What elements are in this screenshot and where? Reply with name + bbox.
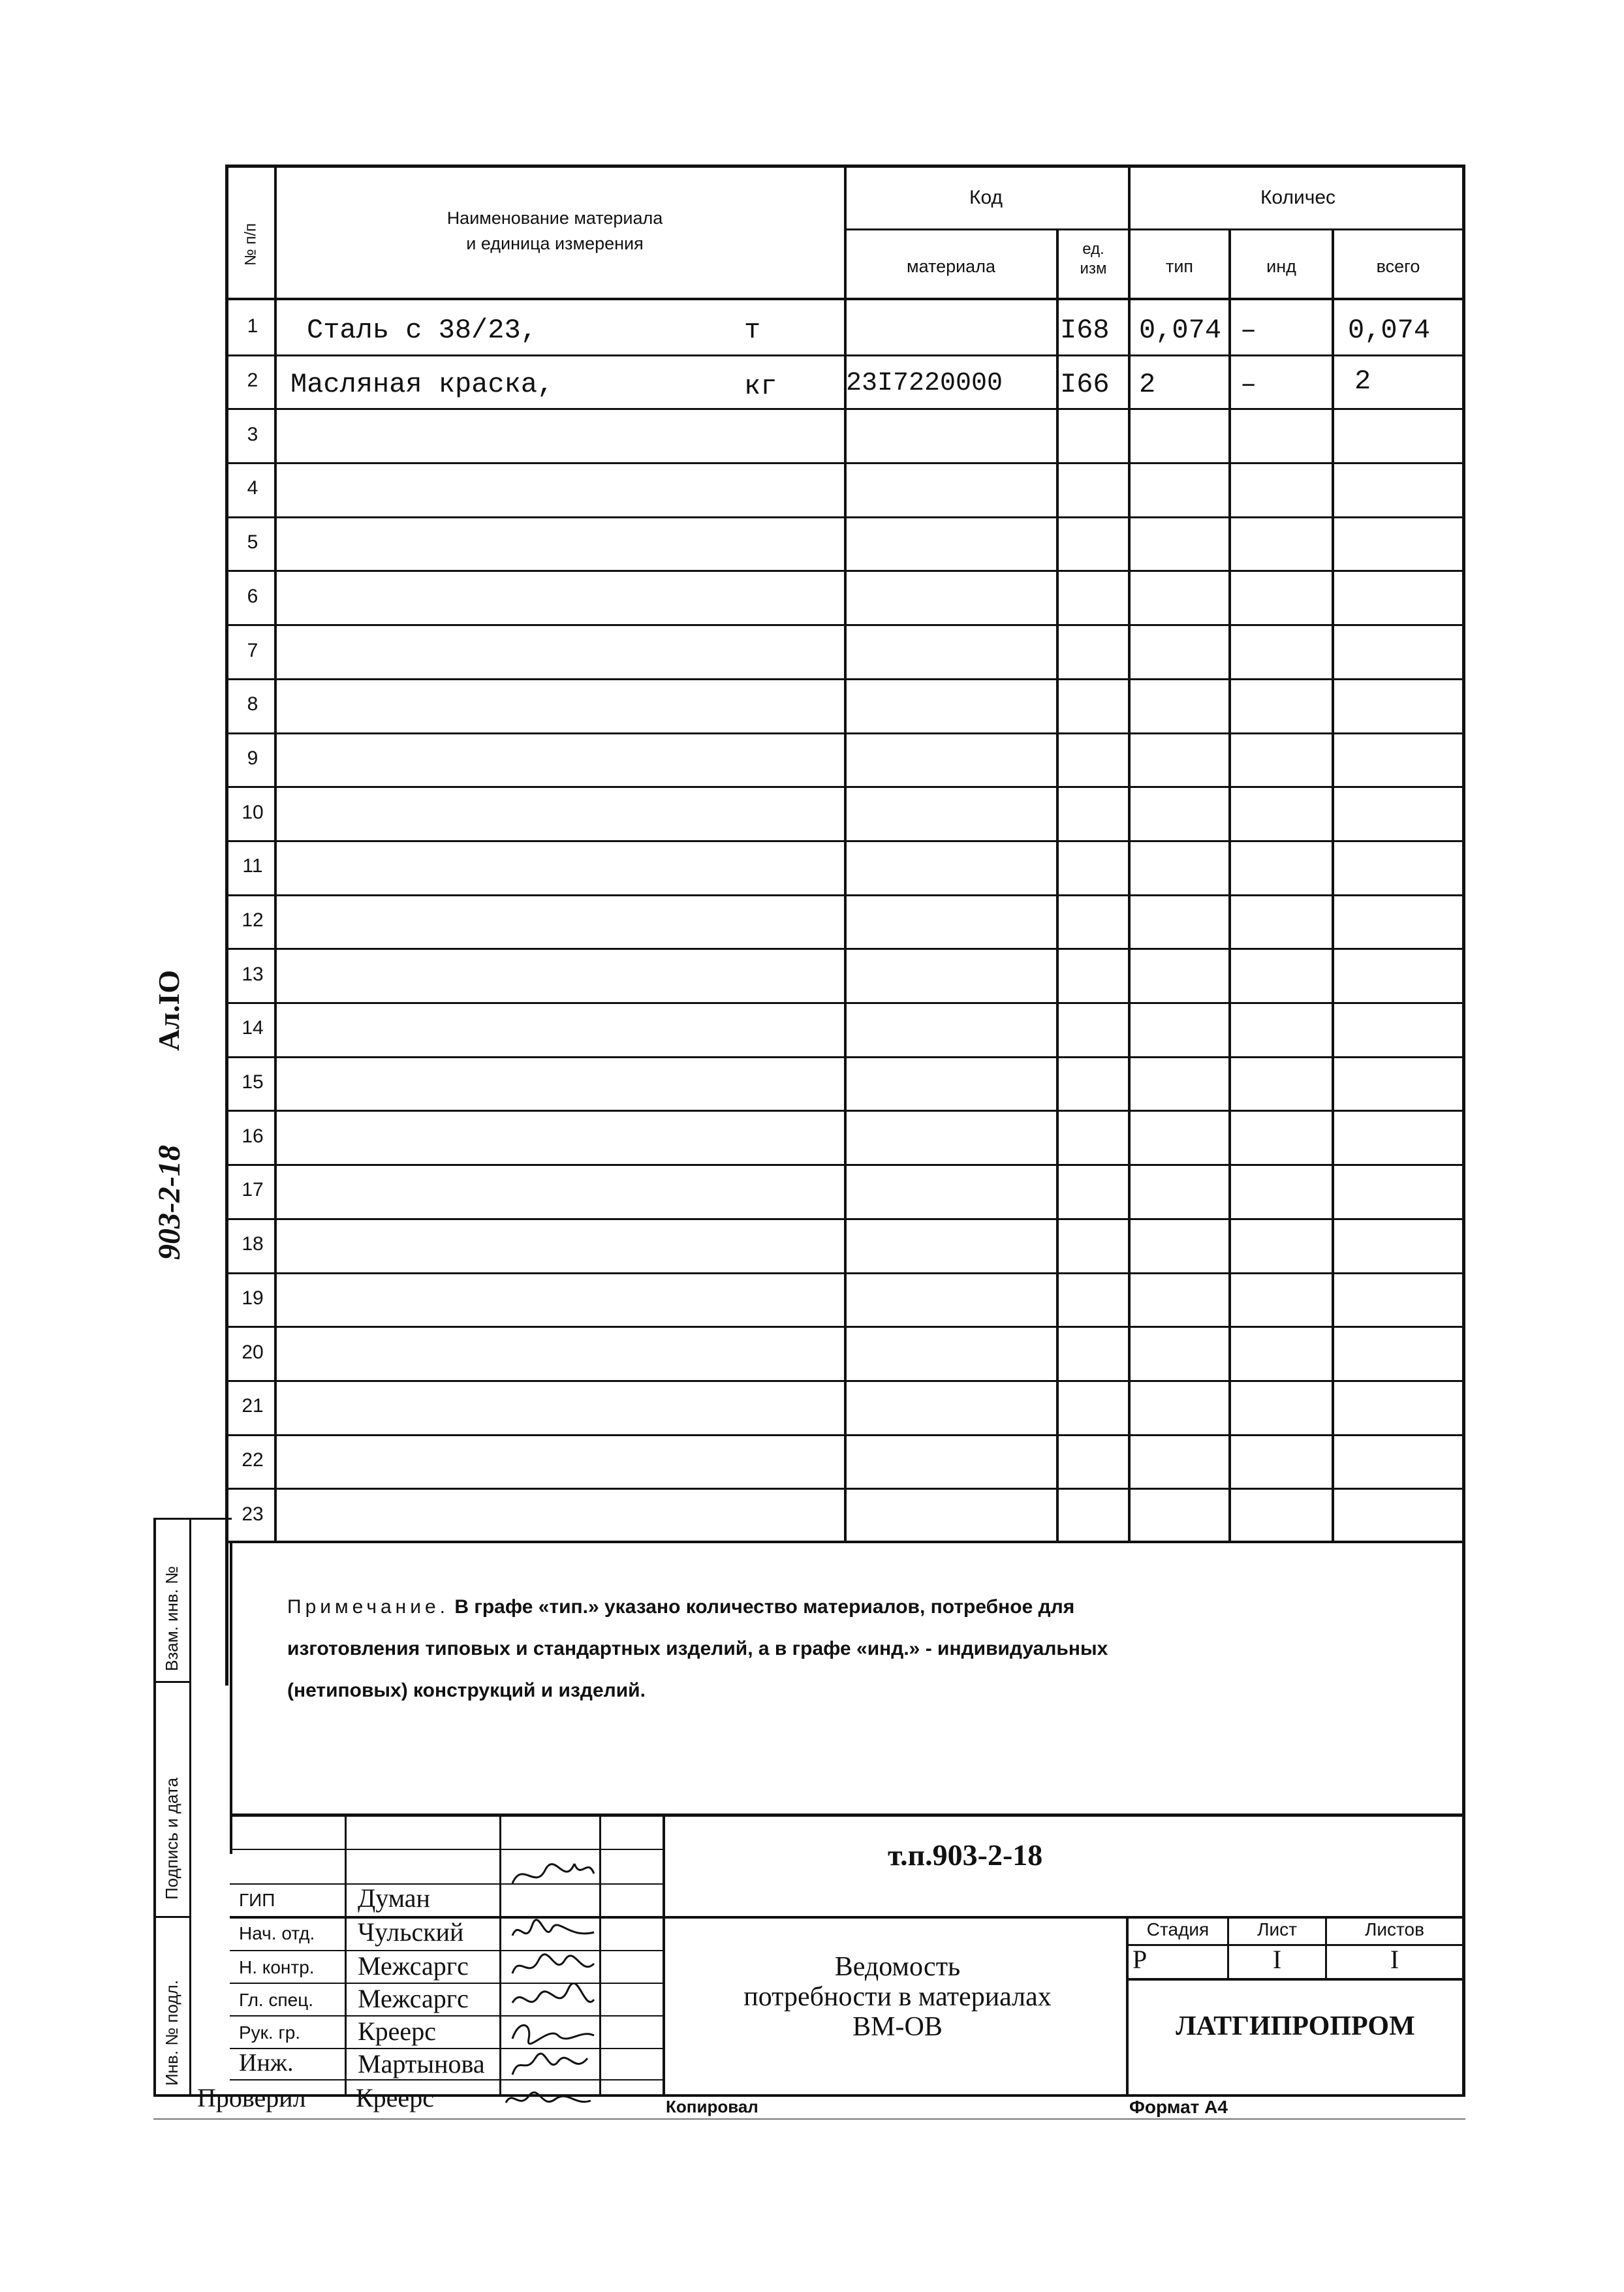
row-line [228,1218,1465,1220]
row-line [228,1434,1465,1436]
stamp-doc-number: т.п.903-2-18 [888,1838,1043,1872]
row-number: 19 [242,1287,264,1309]
name-ruk-gr: Креерс [358,2017,436,2046]
margin-inv: Инв. № подл. [162,1980,181,2086]
note [287,1586,1436,1712]
name-gip: Думан [358,1883,430,1913]
margin-vzam: Взам. инв. № [162,1565,181,1671]
row-number: 13 [242,964,264,985]
header-code-material: материала [907,257,995,276]
row-line [228,1164,1465,1166]
stamp-title-line1: Ведомость [834,1952,961,1982]
row-line [228,1380,1465,1382]
role-gip: ГИП [239,1890,275,1910]
row2-unit-name: кг [744,371,777,402]
row-line [228,408,1465,410]
row-number: 12 [242,909,264,931]
frame-right [1462,165,1465,2097]
col-line-unit [1128,165,1131,1542]
signature-nach-otd [509,1916,597,1949]
header-no: № п/п [242,223,260,266]
row-number: 2 [247,369,258,391]
row-number: 4 [247,477,258,499]
row-line [228,948,1465,950]
name-inzh: Мартынова [358,2049,485,2079]
col-line-type [1228,228,1231,1542]
row2-total: 2 [1354,366,1371,397]
row-number: 5 [247,531,258,553]
note-text3: (нетиповых) конструкций и изделий. [287,1680,646,1701]
row-number: 7 [247,640,258,661]
margin-sheet: Ал.IO [152,969,185,1051]
name-gl-spec: Межсаргс [358,1984,469,2013]
name-n-kontr: Межсаргс [358,1951,469,1981]
row1-ind: – [1240,315,1257,346]
signature-gip [509,1854,597,1893]
stamp-stage-label: Стадия [1146,1919,1210,1939]
stamp-sheets-value: I [1390,1945,1399,1974]
margin-sep-2 [153,1916,191,1918]
checked-role: Проверил [197,2083,306,2112]
signature-ruk-gr [509,2016,597,2049]
margin-strip-top [153,1518,232,1520]
row-line [228,462,1465,464]
header-code: Код [969,187,1003,208]
header-quantity: Количес [1260,187,1336,208]
row-line [228,516,1465,518]
row-number: 20 [242,1342,264,1363]
header-unit-line2: изм [1080,260,1107,277]
stamp-stage-value: Р [1132,1945,1148,1974]
header-bottom [228,298,1465,300]
margin-strip-inner [189,1518,191,2097]
header-qty-total: всего [1376,257,1420,276]
note-top [228,1541,1465,1543]
stamp-title [672,1952,1123,2042]
row-number: 8 [247,693,258,715]
stamp-sheets-label: Листов [1365,1919,1424,1939]
stamp-sheet-value: I [1272,1945,1282,1974]
footer-copied: Копировал [666,2097,758,2116]
row-line [228,786,1465,788]
row-line [228,894,1465,896]
row-number: 16 [242,1125,264,1147]
row-number: 14 [242,1017,264,1039]
col-line-ind [1332,228,1334,1542]
row1-type: 0,074 [1139,315,1222,346]
row-line [228,732,1465,734]
margin-podpis: Подпись и дата [162,1777,181,1900]
row-number: 10 [242,802,264,823]
note-text1: В графе «тип.» указано количество материалов, потребное для [454,1596,1075,1618]
footer-format: Формат А4 [1129,2097,1228,2117]
row-number: 15 [242,1071,264,1093]
row2-unit-code: I66 [1060,369,1110,400]
role-n-kontr: Н. контр. [239,1957,315,1977]
row-number: 17 [242,1179,264,1201]
row-line [228,1056,1465,1058]
header-qty-type: тип [1165,257,1194,276]
row1-name: Сталь с 38/23, [307,315,537,346]
stamp-col4 [663,1813,665,2094]
frame-left [225,165,228,1686]
name-nach-otd: Чульский [358,1917,464,1947]
header-qty-ind: инд [1266,257,1296,276]
row-line [228,1002,1465,1004]
signature-gl-spec [509,1983,597,2016]
note-line1 [287,1586,1436,1628]
stamp-top [230,1813,1465,1817]
margin-sep-1 [153,1681,191,1683]
note-text2: изготовления типовых и стандартных изделий, а в графе «инд.» - индивидуальных [287,1638,1108,1659]
row-line [228,354,1465,356]
col-line-code [1056,228,1059,1542]
row1-total: 0,074 [1348,315,1431,346]
row-number: 11 [242,855,263,877]
row-line [228,1110,1465,1112]
stamp-sheet-label: Лист [1257,1919,1297,1939]
role-inzh: Инж. [239,2049,294,2077]
row-line [228,1488,1465,1490]
header-name-line1: Наименование материала [446,208,663,228]
row-line [228,840,1465,842]
stamp-title-line2: потребности в материалах [743,1982,1052,2012]
row-number: 21 [242,1395,264,1417]
stamp-title-line3: ВМ-ОВ [852,2012,943,2042]
stamp-right-split [1126,1916,1129,2094]
role-ruk-gr: Рук. гр. [239,2022,301,2043]
row1-unit-code: I68 [1060,315,1110,346]
row-line [228,624,1465,626]
frame-bottom [153,2094,1465,2097]
role-nach-otd: Нач. отд. [239,1923,315,1943]
note-lead: Примечание. [287,1596,449,1618]
row-number: 9 [247,747,258,769]
row-line [228,570,1465,572]
stamp-stage-bottom [1126,1978,1465,1981]
margin-doc-code: 903-2-18 [152,1145,187,1260]
signature-inzh [509,2049,597,2081]
row2-type: 2 [1139,369,1156,400]
row-number: 6 [247,586,258,607]
row-number: 23 [242,1503,264,1525]
stamp-col3 [599,1813,601,2094]
checked-name: Креерс [356,2083,434,2112]
role-gl-spec: Гл. спец. [239,1990,314,2010]
signature-checked [503,2086,594,2112]
bottom-dashed-line [153,2118,1465,2120]
row-number: 18 [242,1233,264,1255]
note-left [230,1541,232,1854]
row2-ind: – [1240,369,1257,400]
header-unit-line1: ед. [1082,240,1104,258]
row1-unit-name: т [744,315,761,346]
row-number: 22 [242,1449,264,1471]
row-number: 3 [247,424,258,445]
row2-code: 23I7220000 [846,369,1003,398]
row2-name: Масляная краска, [290,369,554,400]
header-name-line2: и единица измерения [466,234,644,253]
row-line [228,1326,1465,1328]
row-line [228,678,1465,680]
row-line [228,1272,1465,1274]
margin-strip-outer [153,1518,156,2097]
header-midline [844,228,1465,230]
stamp-org: ЛАТГИПРОПРОМ [1176,2011,1415,2041]
row-number: 1 [247,315,258,337]
signature-n-kontr [509,1951,597,1983]
